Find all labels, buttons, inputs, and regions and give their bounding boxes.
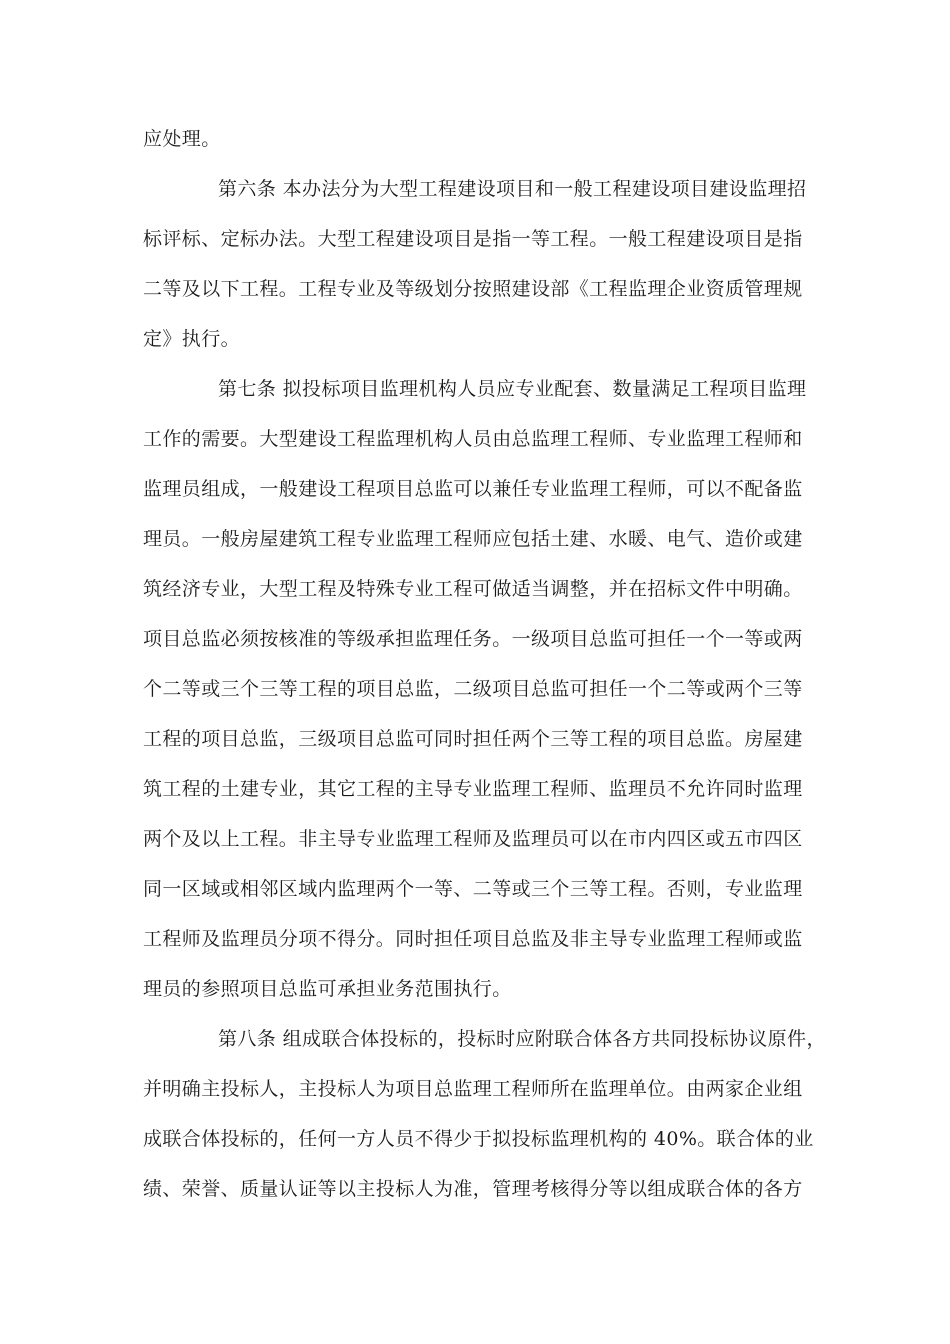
text-line: 并明确主投标人，主投标人为项目总监理工程师所在监理单位。由两家企业组: [143, 1078, 803, 1100]
text-line: 应处理。: [143, 128, 221, 150]
text-line: 项目总监必须按核准的等级承担监理任务。一级项目总监可担任一个一等或两: [143, 628, 803, 650]
article-6-heading-line: 第六条 本办法分为大型工程建设项目和一般工程建设项目建设监理招: [218, 178, 807, 200]
text-line: 理员。一般房屋建筑工程专业监理工程师应包括土建、水暖、电气、造价或建: [143, 528, 803, 550]
text-line: 标评标、定标办法。大型工程建设项目是指一等工程。一般工程建设项目是指: [143, 228, 803, 250]
text-line: 工程师及监理员分项不得分。同时担任项目总监及非主导专业监理工程师或监: [143, 928, 803, 950]
text-line: 两个及以上工程。非主导专业监理工程师及监理员可以在市内四区或五市四区: [143, 828, 803, 850]
article-8-heading-line: 第八条 组成联合体投标的，投标时应附联合体各方共同投标协议原件，: [218, 1028, 826, 1050]
text-line: 二等及以下工程。工程专业及等级划分按照建设部《工程监理企业资质管理规: [143, 278, 803, 300]
text-line: 监理员组成，一般建设工程项目总监可以兼任专业监理工程师，可以不配备监: [143, 478, 803, 500]
text-line: 绩、荣誉、质量认证等以主投标人为准，管理考核得分等以组成联合体的各方: [143, 1178, 803, 1200]
text-line: 定》执行。: [143, 328, 241, 350]
text-line: 筑工程的土建专业，其它工程的主导专业监理工程师、监理员不允许同时监理: [143, 778, 803, 800]
text-line: 筑经济专业，大型工程及特殊专业工程可做适当调整，并在招标文件中明确。: [143, 578, 803, 600]
text-line: 个二等或三个三等工程的项目总监，二级项目总监可担任一个二等或两个三等: [143, 678, 803, 700]
text-line: 同一区域或相邻区域内监理两个一等、二等或三个三等工程。否则，专业监理: [143, 878, 803, 900]
article-7-heading-line: 第七条 拟投标项目监理机构人员应专业配套、数量满足工程项目监理: [218, 378, 807, 400]
text-line: 工作的需要。大型建设工程监理机构人员由总监理工程师、专业监理工程师和: [143, 428, 803, 450]
text-line: 工程的项目总监，三级项目总监可同时担任两个三等工程的项目总监。房屋建: [143, 728, 803, 750]
text-line: 理员的参照项目总监可承担业务范围执行。: [143, 978, 512, 1000]
text-line: 成联合体投标的，任何一方人员不得少于拟投标监理机构的 40%。联合体的业: [143, 1128, 814, 1150]
